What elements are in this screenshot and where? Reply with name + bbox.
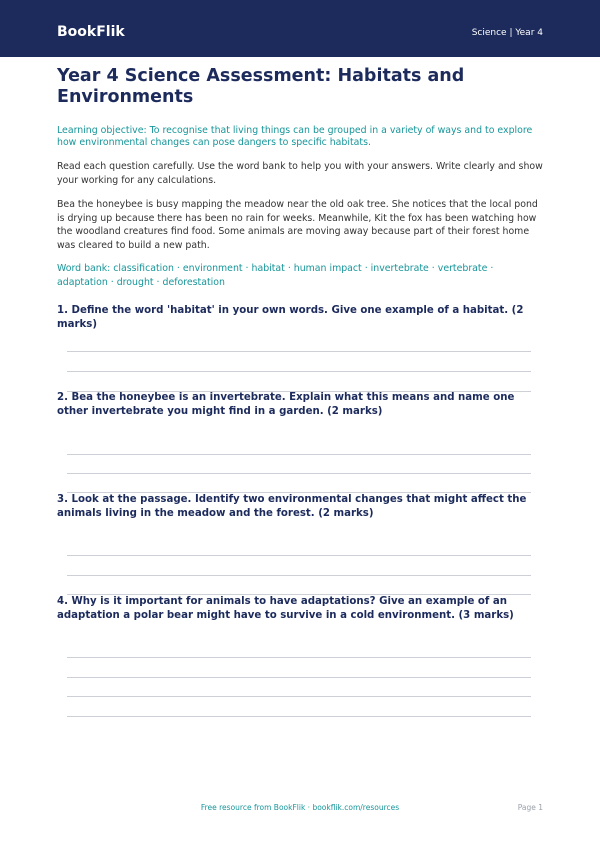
- answer-line[interactable]: [67, 371, 531, 372]
- learning-objective: Learning objective: To recognise that living things can be grouped in a variety of ways and to explore how environmental changes can pose dangers to specific habitats.: [57, 125, 533, 148]
- intro-section: [57, 66, 543, 289]
- subject-label: Science | Year 4: [471, 28, 543, 38]
- question-4: [57, 595, 543, 623]
- answer-line[interactable]: [67, 696, 531, 697]
- page-number: Page 1: [517, 803, 543, 812]
- answer-line[interactable]: [67, 351, 531, 352]
- question-3: [57, 493, 543, 521]
- word-bank: Word bank: classification · environment · habitat · human impact · invertebrate · vertebrate · adaptation · drought · deforestation: [57, 263, 494, 288]
- question-text: 4. Why is it important for animals to have adaptations? Give an example of an adaptation a polar bear might have to survive in a cold environment. (3 marks): [57, 596, 514, 621]
- question-text: 1. Define the word 'habitat' in your own words. Give one example of a habitat. (2 marks): [57, 305, 524, 330]
- passage: Bea the honeybee is busy mapping the meadow near the old oak tree. She notices that the local pond is drying up because there has been no rain for weeks. Meanwhile, Kit the fox has been watching how the woodland creatures find food. Some animals are moving away because part of their forest home was cleared to build a new path.: [57, 199, 538, 251]
- question-2: [57, 391, 543, 419]
- answer-line[interactable]: [67, 575, 531, 576]
- brand-logo[interactable]: BookFlik: [57, 24, 125, 40]
- page-title: Year 4 Science Assessment: Habitats and Environments: [57, 66, 465, 107]
- instructions: Read each question carefully. Use the word bank to help you with your answers. Write clearly and show your working for any calculations.: [57, 161, 543, 186]
- answer-line[interactable]: [67, 473, 531, 474]
- answer-line[interactable]: [67, 555, 531, 556]
- question-text: 2. Bea the honeybee is an invertebrate. Explain what this means and name one other invertebrate you might find in a garden. (2 marks): [57, 392, 515, 417]
- question-1: [57, 304, 543, 332]
- answer-line[interactable]: [67, 454, 531, 455]
- answer-line[interactable]: [67, 677, 531, 678]
- question-text: 3. Look at the passage. Identify two environmental changes that might affect the animals living in the meadow and the forest. (2 marks): [57, 494, 527, 519]
- header-bar: [0, 0, 600, 57]
- answer-line[interactable]: [67, 716, 531, 717]
- footer-text: Free resource from BookFlik · bookflik.com/resources: [200, 803, 400, 812]
- answer-line[interactable]: [67, 657, 531, 658]
